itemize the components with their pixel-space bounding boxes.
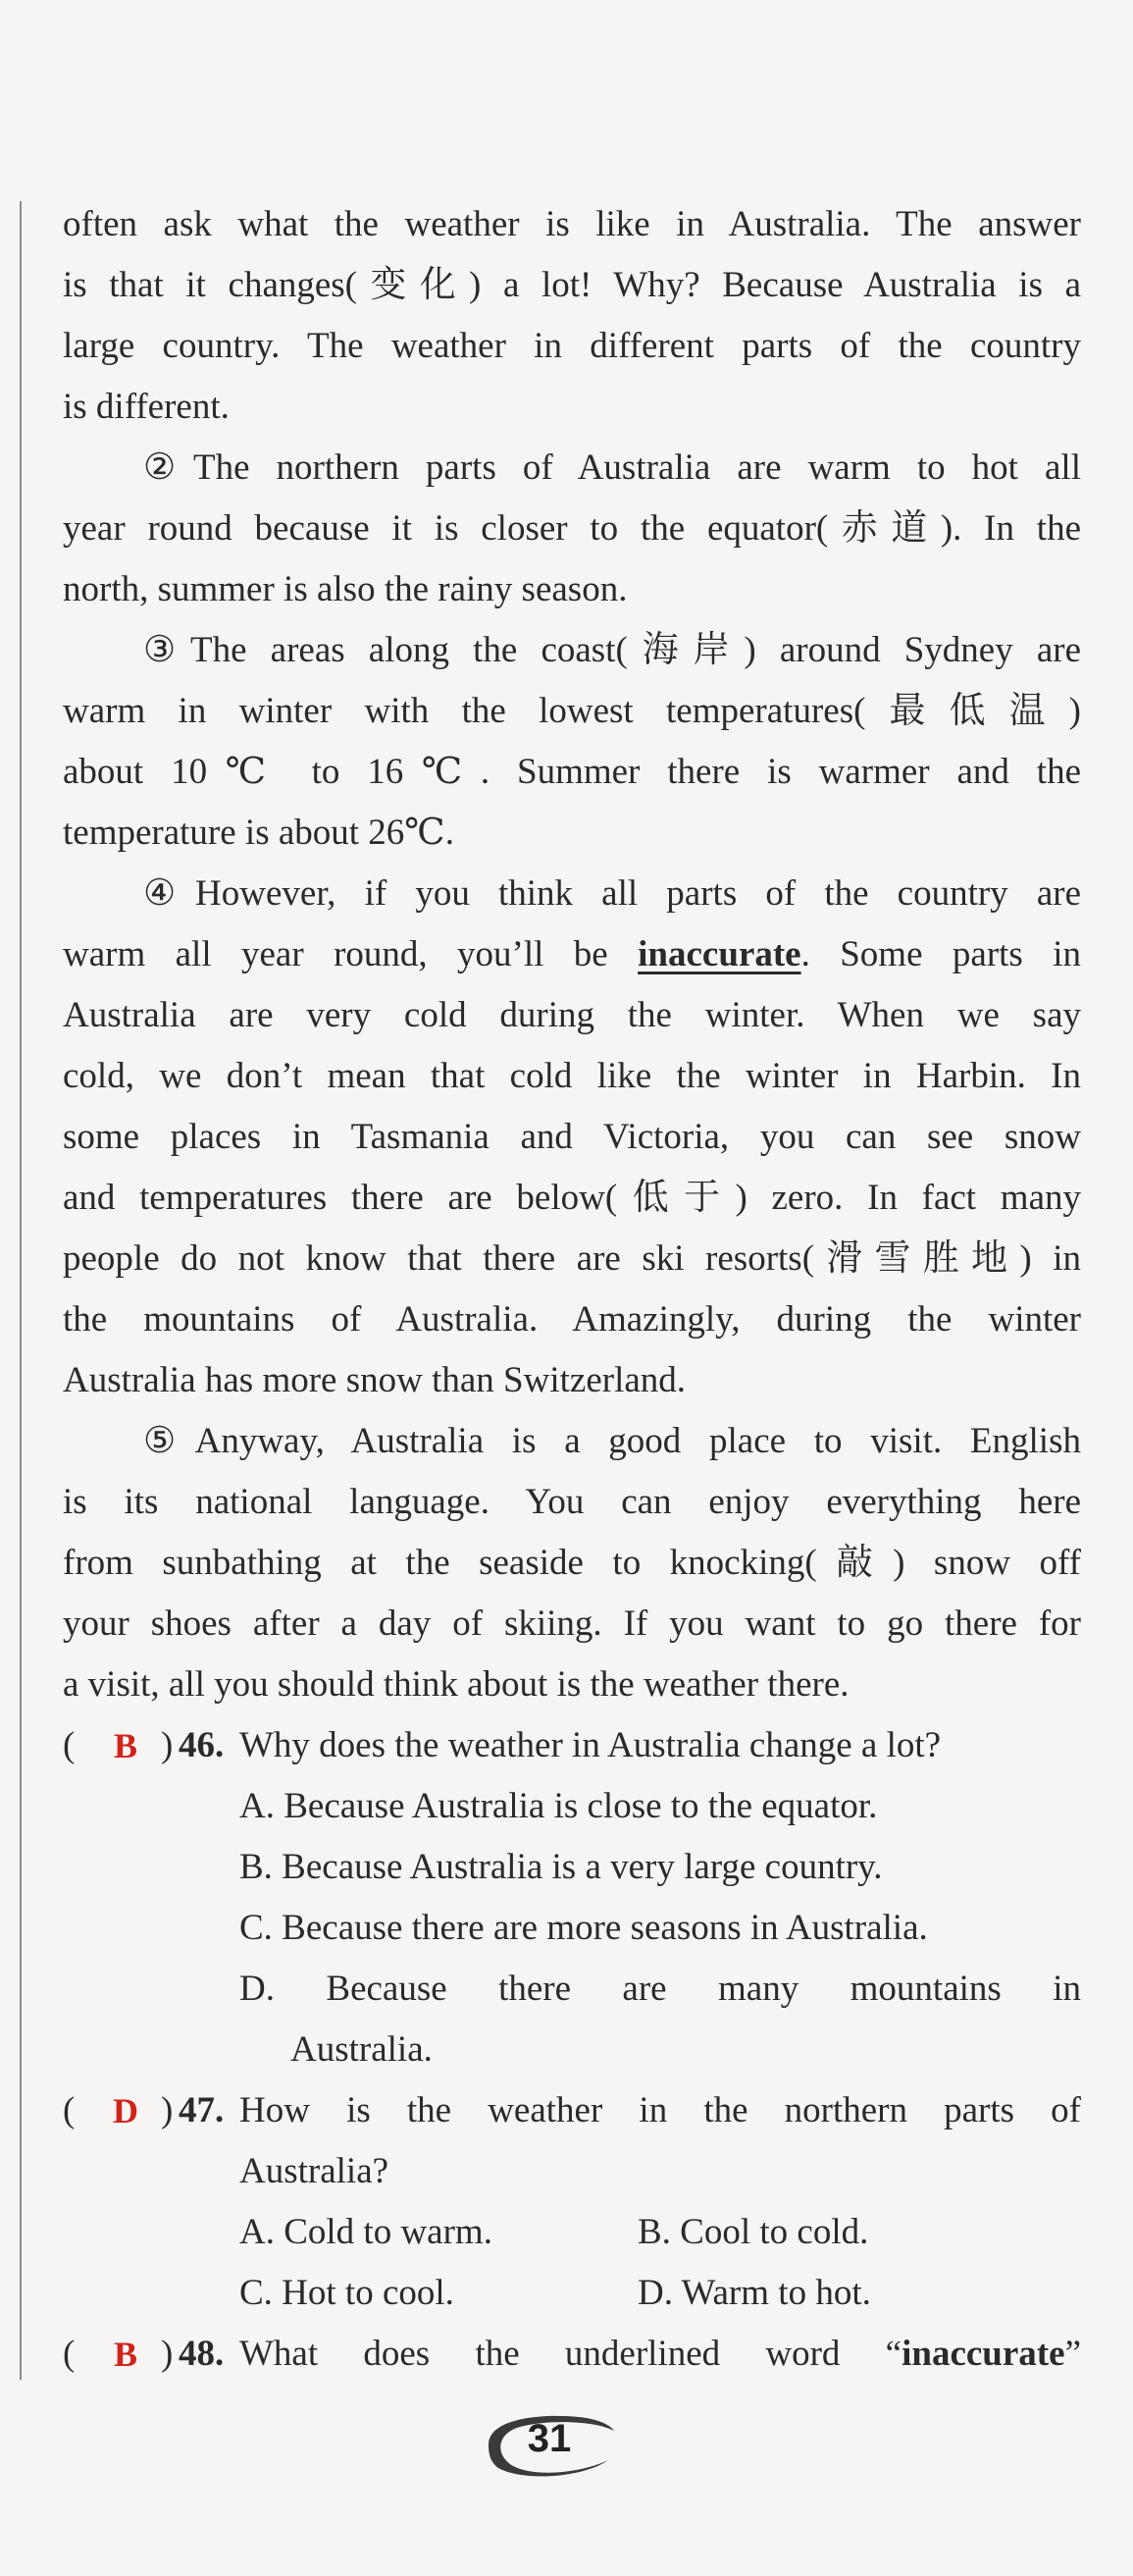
passage-line: warm in winter with the lowest temperatures(最低温) (63, 691, 1081, 731)
option-b: B. Cool to cold. (638, 2212, 869, 2252)
passage-line: people do not know that there are ski resorts(滑雪胜地) in (63, 1238, 1081, 1279)
passage-line: is different. (63, 387, 230, 427)
passage-line: often ask what the weather is like in Australia. The answer (63, 204, 1081, 244)
stem-text: What does the underlined word “ (239, 2334, 902, 2374)
question-number: 47. (179, 2090, 225, 2130)
option-b: B. Because Australia is a very large country. (239, 1847, 883, 1887)
option-a: A. Because Australia is close to the equator. (239, 1786, 878, 1826)
passage-line: Australia are very cold during the winter. When we say (63, 995, 1081, 1035)
option-d: D. Warm to hot. (638, 2273, 871, 2313)
question-stem (239, 2324, 1081, 2385)
passage-line: is that it changes(变化) a lot! Why? Because Australia is a (63, 265, 1081, 305)
question-stem-continued: Australia? (239, 2151, 389, 2191)
passage-line: ②The northern parts of Australia are warm to hot all (143, 447, 1081, 488)
option-d-continued: Australia. (290, 2029, 433, 2070)
quoted-word: inaccurate (901, 2334, 1065, 2374)
passage-line (63, 924, 1081, 985)
page-number: 31 (527, 2417, 572, 2460)
passage-line: some places in Tasmania and Victoria, you can see snow (63, 1117, 1081, 1157)
reading-passage (63, 194, 1081, 2385)
answer-mark: B (113, 2335, 137, 2374)
underlined-word: inaccurate (638, 934, 801, 974)
answer-paren-open: ( (63, 1725, 76, 1765)
passage-line: the mountains of Australia. Amazingly, during the winter (63, 1299, 1081, 1340)
option-row (63, 2263, 1081, 2324)
question-stem: Why does the weather in Australia change a lot? (239, 1725, 942, 1765)
answer-paren-close: ) (161, 2334, 174, 2374)
answer-paren-open: ( (63, 2090, 76, 2130)
question-48 (63, 2324, 1081, 2385)
stem-text: ” (1064, 2334, 1081, 2374)
option-a: A. Cold to warm. (239, 2212, 492, 2252)
answer-paren-close: ) (161, 1725, 174, 1765)
question-47 (63, 2080, 1081, 2141)
passage-line: from sunbathing at the seaside to knocking(敲) snow off (63, 1543, 1081, 1583)
option-c: C. Hot to cool. (239, 2273, 454, 2313)
passage-line: ⑤Anyway, Australia is a good place to visit. English (143, 1421, 1081, 1461)
answer-mark: D (113, 2091, 138, 2130)
question-stem: How is the weather in the northern parts of (239, 2090, 1081, 2130)
passage-line: is its national language. You can enjoy everything here (63, 1482, 1081, 1522)
passage-line: cold, we don’t mean that cold like the winter in Harbin. In (63, 1056, 1081, 1096)
passage-line: large country. The weather in different parts of the country (63, 326, 1081, 366)
passage-line: year round because it is closer to the equator(赤道). In the (63, 508, 1081, 549)
answer-paren-close: ) (161, 2090, 174, 2130)
margin-rule (20, 201, 22, 2380)
question-number: 48. (179, 2334, 225, 2374)
passage-line: ④However, if you think all parts of the country are (143, 873, 1081, 914)
passage-line: north, summer is also the rainy season. (63, 569, 628, 609)
page-number-badge (481, 2409, 618, 2478)
option-row (63, 2202, 1081, 2263)
answer-mark: B (113, 1726, 137, 1765)
passage-text: warm all year round, you’ll be (63, 934, 639, 974)
passage-text: . Some parts in (800, 934, 1081, 974)
answer-paren-open: ( (63, 2334, 76, 2374)
option-d: D. Because there are many mountains in (239, 1969, 1081, 2009)
passage-line: temperature is about 26℃. (63, 813, 454, 853)
passage-line: ③The areas along the coast(海岸) around Sydney are (143, 630, 1081, 670)
option-c: C. Because there are more seasons in Australia. (239, 1908, 928, 1948)
passage-line: a visit, all you should think about is the weather there. (63, 1664, 850, 1705)
passage-line: your shoes after a day of skiing. If you want to go there for (63, 1603, 1081, 1644)
passage-line: Australia has more snow than Switzerland. (63, 1360, 687, 1400)
passage-line: about 10℃ to 16℃. Summer there is warmer and the (63, 752, 1081, 792)
passage-line: and temperatures there are below(低于) zero. In fact many (63, 1178, 1081, 1218)
question-46 (63, 1715, 1081, 1776)
question-number: 46. (179, 1725, 225, 1765)
